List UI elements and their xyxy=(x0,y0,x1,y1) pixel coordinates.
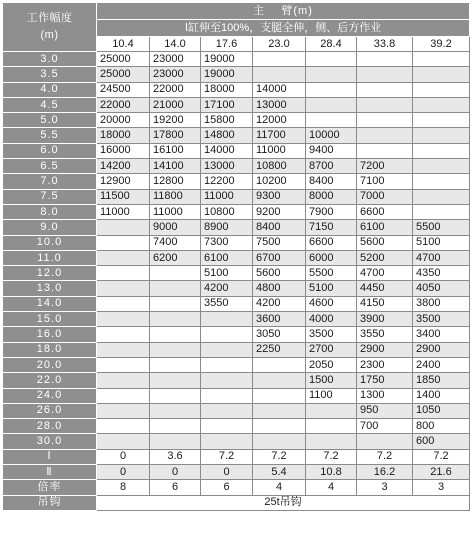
hook-row xyxy=(3,495,470,510)
load-value-cell: 20000 xyxy=(97,113,150,128)
load-value-cell: 11000 xyxy=(97,204,150,219)
radius-cell: 8.0 xyxy=(3,204,97,219)
boom-length-header: 14.0 xyxy=(150,37,201,52)
load-value-cell: 14000 xyxy=(253,82,306,97)
table-body xyxy=(3,52,470,511)
table-row xyxy=(3,342,470,357)
load-value-cell: 7400 xyxy=(150,235,201,250)
load-value-cell: 4200 xyxy=(201,281,253,296)
table-row xyxy=(3,250,470,265)
load-value-cell: 2400 xyxy=(413,357,470,372)
load-value-cell xyxy=(97,434,150,449)
load-value-cell xyxy=(306,82,357,97)
load-value-cell: 10800 xyxy=(201,204,253,219)
cylinder-2-row-value: 5.4 xyxy=(253,465,306,480)
load-value-cell xyxy=(413,189,470,204)
table-header xyxy=(3,3,470,52)
radius-cell: 10.0 xyxy=(3,235,97,250)
boom-length-header: 28.4 xyxy=(306,37,357,52)
load-value-cell xyxy=(150,312,201,327)
load-value-cell: 4700 xyxy=(357,266,413,281)
load-value-cell: 6100 xyxy=(357,220,413,235)
load-value-cell: 3550 xyxy=(201,296,253,311)
load-value-cell xyxy=(201,388,253,403)
radius-header xyxy=(3,3,97,52)
load-value-cell: 13000 xyxy=(253,97,306,112)
radius-cell: 4.0 xyxy=(3,82,97,97)
load-value-cell: 3050 xyxy=(253,327,306,342)
load-value-cell xyxy=(306,97,357,112)
load-value-cell: 21000 xyxy=(150,97,201,112)
load-value-cell xyxy=(413,97,470,112)
radius-header-unit: (m) xyxy=(40,29,59,41)
load-value-cell: 11500 xyxy=(97,189,150,204)
load-value-cell xyxy=(253,434,306,449)
load-value-cell xyxy=(253,403,306,418)
load-value-cell: 3900 xyxy=(357,312,413,327)
load-value-cell: 8900 xyxy=(201,220,253,235)
cylinder-1-row-value: 7.2 xyxy=(413,449,470,464)
load-value-cell: 2050 xyxy=(306,357,357,372)
load-value-cell xyxy=(306,52,357,67)
load-value-cell xyxy=(357,67,413,82)
load-value-cell xyxy=(413,52,470,67)
load-value-cell: 25000 xyxy=(97,67,150,82)
radius-cell: 15.0 xyxy=(3,312,97,327)
load-value-cell: 16100 xyxy=(150,143,201,158)
load-value-cell: 22000 xyxy=(150,82,201,97)
cylinder-2-row-value: 10.8 xyxy=(306,465,357,480)
load-value-cell: 4700 xyxy=(413,250,470,265)
table-row xyxy=(3,281,470,296)
load-value-cell: 5100 xyxy=(413,235,470,250)
load-value-cell xyxy=(201,419,253,434)
load-value-cell xyxy=(97,327,150,342)
load-value-cell xyxy=(201,357,253,372)
load-value-cell: 4150 xyxy=(357,296,413,311)
load-value-cell: 14100 xyxy=(150,159,201,174)
load-value-cell xyxy=(357,113,413,128)
radius-cell: 22.0 xyxy=(3,373,97,388)
load-value-cell xyxy=(150,266,201,281)
load-value-cell xyxy=(97,296,150,311)
table-row xyxy=(3,403,470,418)
load-value-cell: 8400 xyxy=(253,220,306,235)
load-value-cell: 5600 xyxy=(357,235,413,250)
load-value-cell: 9200 xyxy=(253,204,306,219)
load-value-cell: 700 xyxy=(357,419,413,434)
load-value-cell: 1100 xyxy=(306,388,357,403)
load-value-cell: 18000 xyxy=(201,82,253,97)
cylinder-2-row-value: 16.2 xyxy=(357,465,413,480)
cylinder-1-row-value: 7.2 xyxy=(201,449,253,464)
load-value-cell: 13000 xyxy=(201,159,253,174)
table-row xyxy=(3,312,470,327)
radius-cell: 3.0 xyxy=(3,52,97,67)
load-value-cell: 6700 xyxy=(253,250,306,265)
radius-cell: 11.0 xyxy=(3,250,97,265)
load-value-cell xyxy=(150,419,201,434)
load-value-cell xyxy=(306,434,357,449)
load-chart xyxy=(2,2,469,511)
load-value-cell xyxy=(357,52,413,67)
load-value-cell xyxy=(97,220,150,235)
cylinder-2-row-label: Ⅱ xyxy=(3,465,97,480)
load-value-cell xyxy=(150,281,201,296)
load-value-cell: 7000 xyxy=(357,189,413,204)
radius-cell: 14.0 xyxy=(3,296,97,311)
radius-cell: 4.5 xyxy=(3,97,97,112)
boom-length-header: 10.4 xyxy=(97,37,150,52)
load-value-cell xyxy=(97,419,150,434)
load-value-cell: 14800 xyxy=(201,128,253,143)
load-value-cell: 600 xyxy=(413,434,470,449)
load-value-cell: 5500 xyxy=(413,220,470,235)
radius-cell: 26.0 xyxy=(3,403,97,418)
load-value-cell: 7900 xyxy=(306,204,357,219)
radius-cell: 20.0 xyxy=(3,357,97,372)
table-row xyxy=(3,52,470,67)
load-value-cell: 8000 xyxy=(306,189,357,204)
cylinder-1-row-value: 0 xyxy=(97,449,150,464)
load-value-cell: 5100 xyxy=(201,266,253,281)
radius-cell: 30.0 xyxy=(3,434,97,449)
load-value-cell: 6100 xyxy=(201,250,253,265)
load-value-cell xyxy=(413,159,470,174)
reeving-ratio-row-value: 6 xyxy=(150,480,201,495)
load-value-cell xyxy=(253,373,306,388)
load-value-cell: 2300 xyxy=(357,357,413,372)
table-row xyxy=(3,235,470,250)
load-value-cell xyxy=(306,113,357,128)
hook-label: 吊钩 xyxy=(3,495,97,510)
load-value-cell: 2900 xyxy=(413,342,470,357)
load-value-cell xyxy=(413,204,470,219)
load-value-cell xyxy=(150,342,201,357)
load-value-cell: 12800 xyxy=(150,174,201,189)
load-value-cell: 11800 xyxy=(150,189,201,204)
load-value-cell: 17800 xyxy=(150,128,201,143)
load-value-cell xyxy=(253,419,306,434)
load-value-cell: 10800 xyxy=(253,159,306,174)
table-row xyxy=(3,97,470,112)
load-value-cell: 11700 xyxy=(253,128,306,143)
table-row xyxy=(3,67,470,82)
load-value-cell: 7300 xyxy=(201,235,253,250)
radius-cell: 24.0 xyxy=(3,388,97,403)
load-value-cell: 24500 xyxy=(97,82,150,97)
load-value-cell: 19000 xyxy=(201,52,253,67)
load-value-cell: 7150 xyxy=(306,220,357,235)
radius-cell: 7.0 xyxy=(3,174,97,189)
table-row xyxy=(3,204,470,219)
load-value-cell xyxy=(201,312,253,327)
table-row xyxy=(3,189,470,204)
boom-length-header: 39.2 xyxy=(413,37,470,52)
load-value-cell: 11000 xyxy=(253,143,306,158)
load-value-cell: 8700 xyxy=(306,159,357,174)
table-row xyxy=(3,434,470,449)
reeving-ratio-row-value: 4 xyxy=(306,480,357,495)
boom-title: 主 臂(m) xyxy=(97,3,470,20)
table-row xyxy=(3,419,470,434)
load-value-cell: 5100 xyxy=(306,281,357,296)
load-value-cell: 2700 xyxy=(306,342,357,357)
load-value-cell: 800 xyxy=(413,419,470,434)
load-value-cell: 23000 xyxy=(150,67,201,82)
cylinder-1-row-value: 7.2 xyxy=(306,449,357,464)
load-value-cell: 5200 xyxy=(357,250,413,265)
load-value-cell: 11000 xyxy=(201,189,253,204)
load-value-cell xyxy=(413,143,470,158)
load-value-cell xyxy=(97,342,150,357)
radius-cell: 7.5 xyxy=(3,189,97,204)
load-value-cell: 4800 xyxy=(253,281,306,296)
load-value-cell xyxy=(413,113,470,128)
load-value-cell: 4050 xyxy=(413,281,470,296)
load-value-cell: 12000 xyxy=(253,113,306,128)
load-value-cell xyxy=(413,128,470,143)
reeving-ratio-row-value: 3 xyxy=(413,480,470,495)
radius-cell: 5.0 xyxy=(3,113,97,128)
load-value-cell xyxy=(201,327,253,342)
load-value-cell: 19000 xyxy=(201,67,253,82)
table-row xyxy=(3,82,470,97)
load-value-cell xyxy=(253,67,306,82)
load-value-cell: 2900 xyxy=(357,342,413,357)
load-value-cell: 3500 xyxy=(413,312,470,327)
load-value-cell: 16000 xyxy=(97,143,150,158)
load-value-cell xyxy=(97,312,150,327)
load-value-cell: 7200 xyxy=(357,159,413,174)
radius-cell: 9.0 xyxy=(3,220,97,235)
load-value-cell: 3500 xyxy=(306,327,357,342)
load-value-cell: 3400 xyxy=(413,327,470,342)
table-row xyxy=(3,357,470,372)
load-value-cell xyxy=(97,388,150,403)
load-value-cell: 23000 xyxy=(150,52,201,67)
table-row xyxy=(3,373,470,388)
radius-cell: 28.0 xyxy=(3,419,97,434)
load-value-cell: 4000 xyxy=(306,312,357,327)
load-value-cell xyxy=(201,434,253,449)
load-value-cell: 12200 xyxy=(201,174,253,189)
load-value-cell xyxy=(357,82,413,97)
load-value-cell xyxy=(150,357,201,372)
load-value-cell: 14000 xyxy=(201,143,253,158)
load-value-cell: 4200 xyxy=(253,296,306,311)
load-value-cell xyxy=(150,296,201,311)
load-value-cell xyxy=(357,143,413,158)
operating-condition: Ⅰ缸伸至100%，支腿全伸，侧、后方作业 xyxy=(97,20,470,37)
table-row xyxy=(3,327,470,342)
load-value-cell xyxy=(306,403,357,418)
load-chart-table xyxy=(2,2,470,511)
load-value-cell xyxy=(97,281,150,296)
load-value-cell xyxy=(357,128,413,143)
cylinder-1-row xyxy=(3,449,470,464)
table-row xyxy=(3,266,470,281)
load-value-cell: 14200 xyxy=(97,159,150,174)
load-value-cell: 6000 xyxy=(306,250,357,265)
load-value-cell: 9400 xyxy=(306,143,357,158)
cylinder-2-row-value: 0 xyxy=(150,465,201,480)
load-value-cell: 3600 xyxy=(253,312,306,327)
cylinder-1-row-value: 7.2 xyxy=(253,449,306,464)
radius-cell: 3.5 xyxy=(3,67,97,82)
load-value-cell xyxy=(97,250,150,265)
load-value-cell xyxy=(306,419,357,434)
load-value-cell: 4350 xyxy=(413,266,470,281)
load-value-cell xyxy=(97,373,150,388)
load-value-cell xyxy=(201,373,253,388)
reeving-ratio-row-value: 4 xyxy=(253,480,306,495)
load-value-cell: 1400 xyxy=(413,388,470,403)
reeving-ratio-row xyxy=(3,480,470,495)
cylinder-2-row-value: 21.6 xyxy=(413,465,470,480)
load-value-cell xyxy=(253,388,306,403)
load-value-cell xyxy=(357,434,413,449)
table-row xyxy=(3,143,470,158)
load-value-cell: 15800 xyxy=(201,113,253,128)
load-value-cell xyxy=(150,403,201,418)
load-value-cell: 6600 xyxy=(357,204,413,219)
load-value-cell xyxy=(97,403,150,418)
load-value-cell: 4450 xyxy=(357,281,413,296)
cylinder-1-row-label: Ⅰ xyxy=(3,449,97,464)
load-value-cell xyxy=(97,266,150,281)
load-value-cell: 1850 xyxy=(413,373,470,388)
load-value-cell: 1750 xyxy=(357,373,413,388)
load-value-cell xyxy=(97,235,150,250)
load-value-cell: 25000 xyxy=(97,52,150,67)
load-value-cell: 3550 xyxy=(357,327,413,342)
table-row xyxy=(3,128,470,143)
load-value-cell xyxy=(253,357,306,372)
load-value-cell: 9300 xyxy=(253,189,306,204)
load-value-cell xyxy=(150,388,201,403)
radius-cell: 6.5 xyxy=(3,159,97,174)
load-value-cell xyxy=(253,52,306,67)
boom-length-header: 33.8 xyxy=(357,37,413,52)
table-row xyxy=(3,113,470,128)
boom-length-header: 17.6 xyxy=(201,37,253,52)
load-value-cell: 8400 xyxy=(306,174,357,189)
radius-cell: 12.0 xyxy=(3,266,97,281)
radius-cell: 5.5 xyxy=(3,128,97,143)
load-value-cell: 3800 xyxy=(413,296,470,311)
reeving-ratio-row-value: 3 xyxy=(357,480,413,495)
load-value-cell: 12900 xyxy=(97,174,150,189)
table-row xyxy=(3,388,470,403)
load-value-cell xyxy=(150,434,201,449)
reeving-ratio-row-value: 8 xyxy=(97,480,150,495)
load-value-cell: 7100 xyxy=(357,174,413,189)
load-value-cell xyxy=(306,67,357,82)
load-value-cell: 1500 xyxy=(306,373,357,388)
load-value-cell: 10200 xyxy=(253,174,306,189)
load-value-cell: 17100 xyxy=(201,97,253,112)
cylinder-1-row-value: 3.6 xyxy=(150,449,201,464)
load-value-cell: 11000 xyxy=(150,204,201,219)
load-value-cell xyxy=(413,174,470,189)
table-row xyxy=(3,159,470,174)
load-value-cell xyxy=(150,373,201,388)
reeving-ratio-row-value: 6 xyxy=(201,480,253,495)
load-value-cell: 7500 xyxy=(253,235,306,250)
radius-cell: 13.0 xyxy=(3,281,97,296)
reeving-ratio-row-label: 倍率 xyxy=(3,480,97,495)
load-value-cell: 10000 xyxy=(306,128,357,143)
cylinder-2-row-value: 0 xyxy=(201,465,253,480)
radius-cell: 6.0 xyxy=(3,143,97,158)
table-row xyxy=(3,220,470,235)
load-value-cell xyxy=(97,357,150,372)
load-value-cell xyxy=(150,327,201,342)
hook-value: 25t吊钩 xyxy=(97,495,470,510)
load-value-cell xyxy=(413,82,470,97)
radius-header-title: 工作幅度 xyxy=(26,12,73,24)
load-value-cell: 2250 xyxy=(253,342,306,357)
load-value-cell: 5600 xyxy=(253,266,306,281)
table-row xyxy=(3,296,470,311)
cylinder-2-row-value: 0 xyxy=(97,465,150,480)
radius-cell: 18.0 xyxy=(3,342,97,357)
cylinder-2-row xyxy=(3,465,470,480)
load-value-cell xyxy=(357,97,413,112)
radius-cell: 16.0 xyxy=(3,327,97,342)
load-value-cell xyxy=(201,342,253,357)
load-value-cell xyxy=(201,403,253,418)
load-value-cell: 1300 xyxy=(357,388,413,403)
load-value-cell: 6600 xyxy=(306,235,357,250)
load-value-cell: 950 xyxy=(357,403,413,418)
load-value-cell: 4600 xyxy=(306,296,357,311)
cylinder-1-row-value: 7.2 xyxy=(357,449,413,464)
load-value-cell: 9000 xyxy=(150,220,201,235)
load-value-cell: 22000 xyxy=(97,97,150,112)
load-value-cell: 6200 xyxy=(150,250,201,265)
load-value-cell: 5500 xyxy=(306,266,357,281)
load-value-cell xyxy=(413,67,470,82)
load-value-cell: 18000 xyxy=(97,128,150,143)
load-value-cell: 19200 xyxy=(150,113,201,128)
load-value-cell: 1050 xyxy=(413,403,470,418)
table-row xyxy=(3,174,470,189)
boom-length-header: 23.0 xyxy=(253,37,306,52)
